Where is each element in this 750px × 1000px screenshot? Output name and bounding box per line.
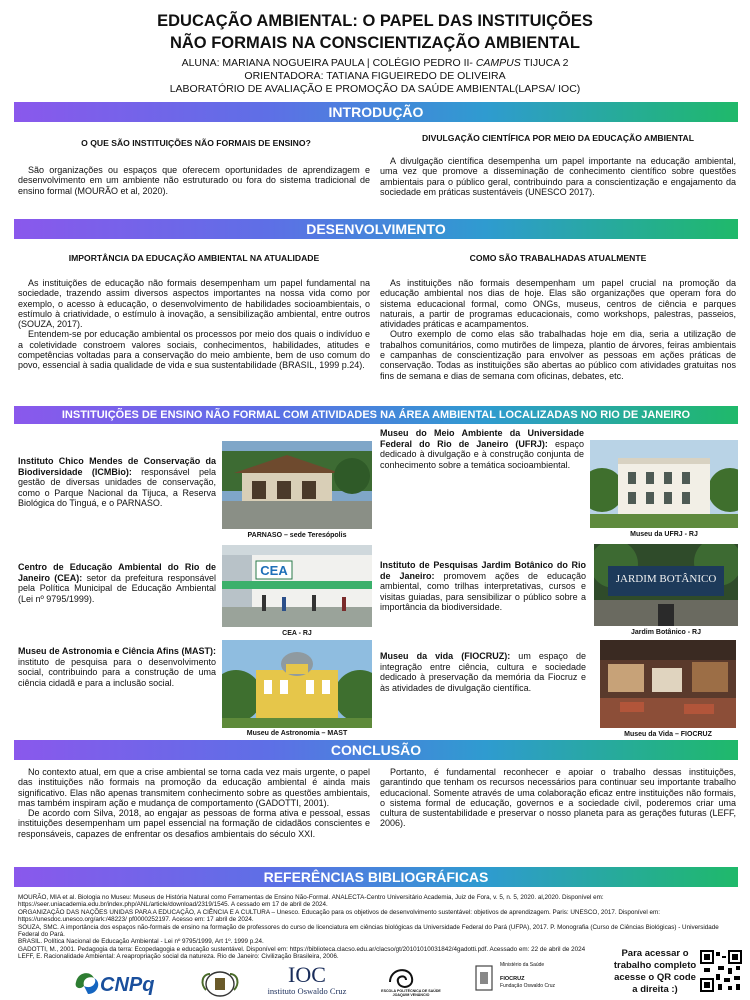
dev-heading: DESENVOLVIMENTO xyxy=(14,219,738,239)
ufrj-photo xyxy=(590,440,738,528)
qr-instructions: Para acessar o trabalho completo acesse o QR code a direita :) xyxy=(613,948,697,995)
poster-title xyxy=(0,10,750,54)
ioc-logo xyxy=(252,964,362,998)
conclusion-left-text: No contexto atual, em que a crise ambiental se torna cada vez mais urgente, o papel das instituições não formais na promoção da educação ambiental é ainda mais significativo. Elas não apenas transmitem conhecimento sobre as questões ambientais, mas também inspiram ação e mudança de comportamento (GADOTTI, 2001). De acordo com Silva, 2018, ao engajar as pessoas de forma ativa e pessoal, essas instituições desempenham um papel essencial na formação de cidadãos conscientes e responsáveis, capazes de enfrentar os desafios ambientais do século XXI. xyxy=(18,767,370,839)
fiocruz-logo xyxy=(472,962,562,998)
reference-item: BRASIL. Política Nacional de Educação Ambiental - Lei nº 9795/1999, Art 1º. 1999 p.24. xyxy=(18,938,264,946)
intro-left-title: O QUE SÃO INSTITUIÇÕES NÃO FORMAIS DE ENSINO? xyxy=(81,138,311,148)
conclusion-right-text: Portanto, é fundamental reconhecer e apoiar o trabalho dessas instituições, garantindo que tenham os recursos necessários para continuar seu importante trabalho educacional. Somente através de uma colaboração eficaz entre instituições não formais, o sistema formal de educação, governos e a sociedade civil, poderemos criar uma cultura de sustentabilidade e preservar o nosso planeta para as gerações futuras (LEFF, 2006). xyxy=(380,767,736,829)
intro-right-title: DIVULGAÇÃO CIENTÍFICA POR MEIO DA EDUCAÇÃO AMBIENTAL xyxy=(422,133,694,143)
title-line-2: NÃO FORMAIS NA CONSCIENTIZAÇÃO AMBIENTAL xyxy=(169,34,581,52)
advisor-line: ORIENTADORA: TATIANA FIGUEIREDO DE OLIVEIRA xyxy=(244,70,506,82)
fiocruz-subtext: Fundação Oswaldo Cruz xyxy=(500,983,556,989)
reference-item: ORGANIZAÇÃO DAS NAÇÕES UNIDAS PARA A EDUCAÇÃO, A CIÊNCIA E A CULTURA – Unesco. Educação para os objetivos de desenvolvimento sustentável: objetivos de aprendizagem. Paris: UNESCO, 2017. Disponível em: https://unesdoc.unesco.org/ark:/48223/ pf0000252197. Acesso em: 17 abril de 2024. xyxy=(18,908,660,924)
institution-cea: Centro de Educação Ambiental do Rio de Janeiro (CEA): setor da prefeitura responsável pela Política Municipal de Educação Ambiental (Lei nº 9795/1999). xyxy=(18,562,216,604)
cnpq-text: CNPq xyxy=(100,974,155,996)
intro-heading: INTRODUÇÃO xyxy=(14,102,738,122)
institution-mast: Museu de Astronomia e Ciência Afins (MAST): instituto de pesquisa para o desenvolvimento social, contribuindo para a construção de uma ciência cidadã e para a inclusão social. xyxy=(18,646,216,688)
institutions-heading: INSTITUIÇÕES DE ENSINO NÃO FORMAL COM ATIVIDADES NA ÁREA AMBIENTAL LOCALIZADAS NO RIO DE JANEIRO xyxy=(14,406,738,424)
authors-block xyxy=(0,57,750,96)
reference-item: MOURÃO, MIA et al. Biologia no Museu: Museus de História Natural como Ferramentas de Ensino Não-Formal. ANALECTA-Centro Universitário Academia, Juiz de Fora, v. 5, n. 5, 2020. al,2020. Disponível em: https://seer.uniacademia.edu.br/index.php/ANL/article/download/2319/1545. A cessado em 17 de abril de 2024. xyxy=(18,894,604,909)
intro-right-text: A divulgação científica desempenha um papel importante na educação ambiental, uma vez que promove a disseminação de conhecimento científico sobre questões ambientais para o público geral, contribuindo para a conscientização e engajamento da sociedade em práticas sustentáveis (UNESCO 2017). xyxy=(380,156,736,197)
parnaso-caption: PARNASO – sede Teresópolis xyxy=(247,532,347,539)
colegio-pedro-ii-crest xyxy=(198,968,242,998)
qr-code[interactable] xyxy=(700,950,742,992)
author-line: ALUNA: MARIANA NOGUEIRA PAULA | COLÉGIO PEDRO II- CAMPUS TIJUCA 2 xyxy=(181,57,569,69)
title-line-1: EDUCAÇÃO AMBIENTAL: O PAPEL DAS INSTITUIÇÕES xyxy=(157,12,593,30)
institution-icmbio: Instituto Chico Mendes de Conservação da Biodiversidade (ICMBio): responsável pela gestão de diversas unidades de conservação, como o Parque Nacional da Tijuca, a Reserva Biológica do Tinguá, e o PARNASO. xyxy=(18,456,216,509)
institution-museu-da-vida: Museu da vida (FIOCRUZ): um espaço de integração entre ciência, cultura e sociedade dedicado à preservação da memória da Fiocruz e às atividades de divulgação científica. xyxy=(380,651,586,693)
cea-photo xyxy=(222,545,372,627)
jardim-botanico-caption: Jardim Botânico - RJ xyxy=(630,629,701,636)
cea-caption: CEA - RJ xyxy=(282,630,312,637)
dev-left-text: As instituições de educação não formais desempenham um papel fundamental na sociedade, trazendo assim diversos aspectos importantes na nossa vida como por exemplo, o acesso à educação, o desenvolvimento de habilidades socioambientais, o estímulo à criatividade, o estímulo à inovação, a sensibilização ambiental, entre outros (SOUZA, 2017). Entendem-se por educação ambiental os processos por meio dos quais o indivíduo e a coletividade constroem valores sociais, conhecimentos, habilidades, atitudes e competências voltadas para a conservação do meio ambiente, bem de uso comum do povo, essencial à sadia qualidade de vida e sua sustentabilidade (BRASIL, 1999 p.24). xyxy=(18,278,370,371)
epsjv-logo xyxy=(376,962,446,998)
institution-ufrj: Museu do Meio Ambiente da Universidade Federal do Rio de Janeiro (UFRJ): espaço dedicado à divulgação e à construção conjunta de conhecimento sobre a temática socioambiental. xyxy=(380,428,584,470)
reference-item: SOUZA, SMC. A importância dos espaços não-formais de ensino na formação de professores do curso de licenciatura em ciências biológicas da Universidade Federal do Pará (UFPA), 2017. P. Monografia (Curso de Ciências Biológicas) - Universidade Federal do Pará. xyxy=(18,923,719,939)
mast-caption: Museu de Astronomia – MAST xyxy=(246,730,348,737)
reference-item: LEFF, E. Racionalidade Ambiental: A reapropriação social da natureza. Rio de Janeiro: Civilização Brasileira, 2006. xyxy=(18,953,339,961)
ufrj-caption: Museu da UFRJ - RJ xyxy=(630,531,698,538)
reference-item: GADOTTI, M., 2001. Pedagogia da terra: Ecopedagogia e educação sustentável. Disponível em: https://biblioteca.clacso.edu.ar/clacso/gt/20101010031842/4gadotti.pdf. Acessado em: 22 de abril de 2024 xyxy=(18,945,586,953)
cnpq-logo xyxy=(72,968,172,998)
dev-left-title: IMPORTÂNCIA DA EDUCAÇÃO AMBIENTAL NA ATUALIDADE xyxy=(68,253,320,263)
references-heading: REFERÊNCIAS BIBLIOGRÁFICAS xyxy=(14,867,738,887)
dev-right-title: COMO SÃO TRABALHADAS ATUALMENTE xyxy=(469,253,647,263)
ioc-text: IOC xyxy=(288,962,326,987)
parnaso-photo xyxy=(222,441,372,529)
fiocruz-text: FIOCRUZ xyxy=(500,976,525,982)
mast-photo xyxy=(222,640,372,728)
museu-da-vida-caption: Museu da Vida – FIOCRUZ xyxy=(624,731,712,738)
cea-sign-text: CEA xyxy=(260,563,288,578)
lab-line: LABORATÓRIO DE AVALIAÇÃO E PROMOÇÃO DA SAÚDE AMBIENTAL(LAPSA/ IOC) xyxy=(169,83,581,95)
jardim-sign-text: JARDIM BOTÂNICO xyxy=(615,573,717,585)
epsjv-text: ESCOLA POLITÉCNICA DE SAÚDE JOAQUIM VENÂNCIO xyxy=(381,989,441,997)
institution-jardim-botanico: Instituto de Pesquisas Jardim Botânico do Rio de Janeiro: promovem ações de educação ambiental, como trilhas interpretativas, cursos e visitas guiadas, para sensibilizar o público sobre a importância da biodiversidade. xyxy=(380,560,586,613)
museu-da-vida-photo xyxy=(600,640,736,728)
dev-right-text: As instituições não formais desempenham um papel crucial na promoção da educação ambiental nos dias de hoje. Elas são organizações que operam fora do sistema educacional formal, como ONGs, museus, centros de ciência e parques naturais, a partir de programas educacionais, como workshops, palestras, passeios, atividades práticas e acampamentos. Outro exemplo de como elas são trabalhadas hoje em dia, seria a utilização de trabalhos comunitários, como mutirões de limpeza, plantio de árvores, feiras ambientais e campanhas de conscientização para envolver as pessoas em ações práticas de conservação. Todas as instituições são abertas ao público com atividades gratuitas nos fins de semana e dias de semana com oficinas, debates, etc. xyxy=(380,278,736,381)
intro-left-text: São organizações ou espaços que oferecem oportunidades de aprendizagem e desenvolvimento em um ambiente não estruturado ou fora do sistema tradicional de ensino formal (MOURÃO et al, 2020). xyxy=(18,165,370,196)
ministry-text: Ministério da Saúde xyxy=(500,962,545,968)
conclusion-heading: CONCLUSÃO xyxy=(14,740,738,760)
jardim-botanico-photo xyxy=(594,544,738,626)
ioc-subtext: instituto Oswaldo Cruz xyxy=(267,986,347,996)
